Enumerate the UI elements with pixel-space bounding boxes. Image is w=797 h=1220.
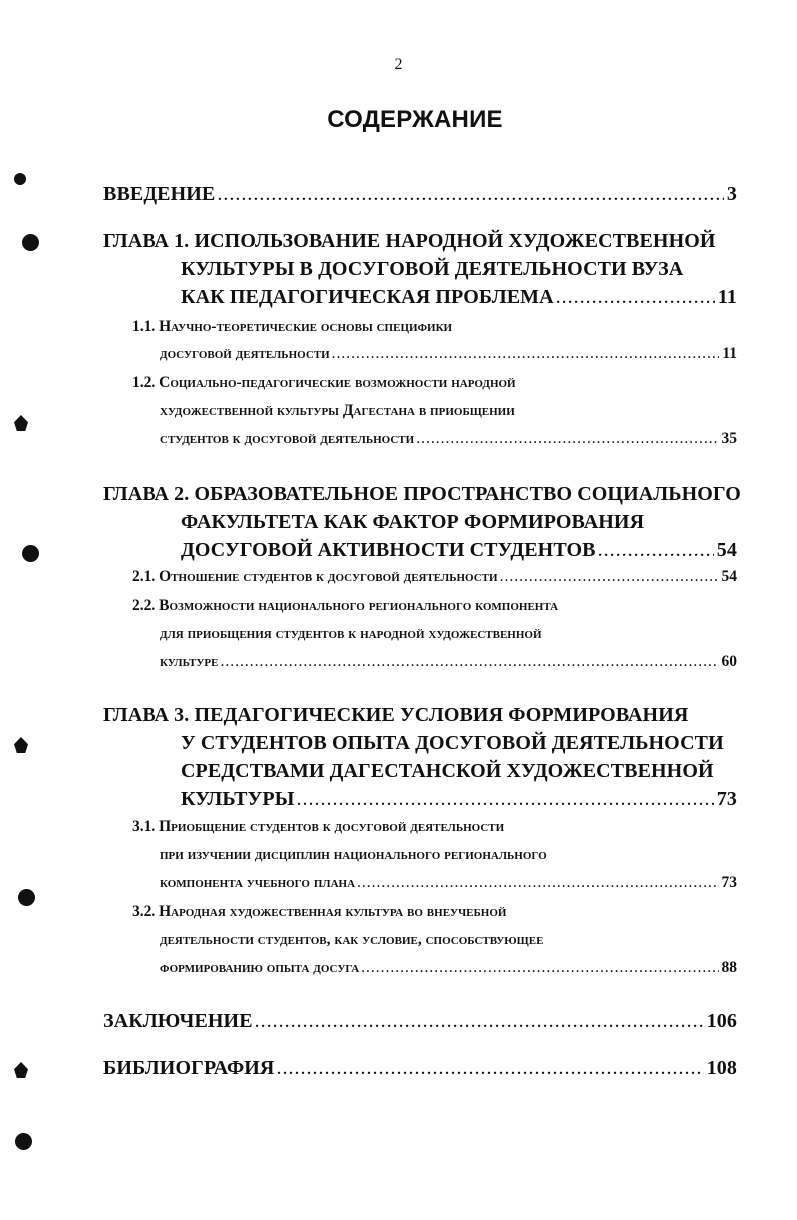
toc-section-1-2-entry[interactable] <box>160 430 737 448</box>
toc-page-number: 88 <box>721 959 737 976</box>
toc-page-number: 11 <box>722 345 737 362</box>
toc-page-number: 11 <box>717 286 737 308</box>
dot-leader <box>332 345 720 363</box>
toc-chapter-2-entry[interactable] <box>181 539 737 562</box>
toc-entry-bibliography[interactable] <box>103 1057 737 1080</box>
toc-page-number: 3 <box>726 183 737 205</box>
page-number: 2 <box>394 56 403 73</box>
toc-page-number: 35 <box>721 430 737 447</box>
toc-page-number: 73 <box>721 874 737 891</box>
toc-entry-label: досуговой деятельности <box>160 345 330 362</box>
toc-chapter-1-heading[interactable]: ГЛАВА 1. ИСПОЛЬЗОВАНИЕ НАРОДНОЙ ХУДОЖЕСТВЕННОЙ <box>103 230 716 252</box>
punch-hole <box>14 737 28 753</box>
toc-entry-label: ДОСУГОВОЙ АКТИВНОСТИ СТУДЕНТОВ <box>181 539 596 561</box>
toc-chapter-2-heading[interactable]: ГЛАВА 2. ОБРАЗОВАТЕЛЬНОЕ ПРОСТРАНСТВО СОЦИАЛЬНОГО <box>103 483 741 505</box>
toc-entry-label: культуре <box>160 653 219 670</box>
toc-entry-label: КУЛЬТУРЫ <box>181 788 295 810</box>
toc-chapter-1-entry[interactable] <box>181 286 737 309</box>
toc-section-3-1-heading[interactable]: 3.1. Приобщение студентов к досуговой деятельности <box>132 818 505 835</box>
dot-leader <box>296 788 713 811</box>
dot-leader <box>361 959 718 977</box>
toc-chapter-3-heading[interactable]: СРЕДСТВАМИ ДАГЕСТАНСКОЙ ХУДОЖЕСТВЕННОЙ <box>181 760 714 782</box>
punch-hole <box>22 234 39 251</box>
toc-chapter-3-heading[interactable]: ГЛАВА 3. ПЕДАГОГИЧЕСКИЕ УСЛОВИЯ ФОРМИРОВАНИЯ <box>103 704 689 726</box>
toc-entry-label: студентов к досуговой деятельности <box>160 430 415 447</box>
punch-hole <box>22 545 39 562</box>
toc-chapter-3-entry[interactable] <box>181 788 737 811</box>
toc-entry-label: 2.1. Отношение студентов к досуговой деятельности <box>132 568 498 585</box>
toc-section-3-2-heading[interactable]: деятельности студентов, как условие, способствующее <box>160 931 544 948</box>
toc-entry-intro[interactable] <box>103 183 737 206</box>
toc-section-2-2-heading[interactable]: для приобщения студентов к народной художественной <box>160 625 542 642</box>
toc-section-3-2-entry[interactable] <box>160 959 737 977</box>
toc-entry-conclusion[interactable] <box>103 1010 737 1033</box>
dot-leader <box>276 1057 703 1080</box>
toc-page-number: 54 <box>716 539 737 561</box>
toc-page-number: 54 <box>721 568 737 585</box>
toc-entry-label: ЗАКЛЮЧЕНИЕ <box>103 1010 253 1032</box>
punch-hole <box>14 415 28 431</box>
dot-leader <box>217 183 724 206</box>
toc-section-1-1-entry[interactable] <box>160 345 737 363</box>
punch-hole <box>14 1062 28 1078</box>
toc-entry-label: КАК ПЕДАГОГИЧЕСКАЯ ПРОБЛЕМА <box>181 286 554 308</box>
toc-section-2-1-entry[interactable] <box>132 568 737 586</box>
toc-page-number: 60 <box>721 653 737 670</box>
toc-section-2-2-heading[interactable]: 2.2. Возможности национального регионального компонента <box>132 597 559 614</box>
dot-leader <box>255 1010 704 1033</box>
toc-section-3-1-heading[interactable]: при изучении дисциплин национального регионального <box>160 846 547 863</box>
toc-title: СОДЕРЖАНИЕ <box>327 106 503 133</box>
toc-chapter-2-heading[interactable]: ФАКУЛЬТЕТА КАК ФАКТОР ФОРМИРОВАНИЯ <box>181 511 645 533</box>
toc-entry-label: ВВЕДЕНИЕ <box>103 183 216 205</box>
dot-leader <box>500 568 719 586</box>
toc-entry-label: БИБЛИОГРАФИЯ <box>103 1057 275 1079</box>
dot-leader <box>556 286 715 309</box>
toc-chapter-3-heading[interactable]: У СТУДЕНТОВ ОПЫТА ДОСУГОВОЙ ДЕЯТЕЛЬНОСТИ <box>181 732 724 754</box>
toc-section-2-2-entry[interactable] <box>160 653 737 671</box>
toc-chapter-1-heading[interactable]: КУЛЬТУРЫ В ДОСУГОВОЙ ДЕЯТЕЛЬНОСТИ ВУЗА <box>181 258 684 280</box>
punch-hole <box>18 889 35 906</box>
punch-hole <box>15 1133 32 1150</box>
dot-leader <box>416 430 718 448</box>
dot-leader <box>221 653 719 671</box>
toc-page-number: 106 <box>706 1010 737 1032</box>
toc-section-1-2-heading[interactable]: художественной культуры Дагестана в приобщении <box>160 402 515 419</box>
toc-section-3-2-heading[interactable]: 3.2. Народная художественная культура во внеучебной <box>132 903 507 920</box>
toc-section-1-2-heading[interactable]: 1.2. Социально-педагогические возможности народной <box>132 374 516 391</box>
toc-entry-label: компонента учебного плана <box>160 874 356 891</box>
toc-entry-label: формированию опыта досуга <box>160 959 360 976</box>
punch-hole <box>14 173 26 185</box>
dot-leader <box>598 539 714 562</box>
toc-page-number: 108 <box>706 1057 737 1079</box>
toc-page-number: 73 <box>716 788 737 810</box>
toc-section-3-1-entry[interactable] <box>160 874 737 892</box>
dot-leader <box>357 874 718 892</box>
toc-section-1-1-heading[interactable]: 1.1. Научно-теоретические основы специфики <box>132 318 453 335</box>
